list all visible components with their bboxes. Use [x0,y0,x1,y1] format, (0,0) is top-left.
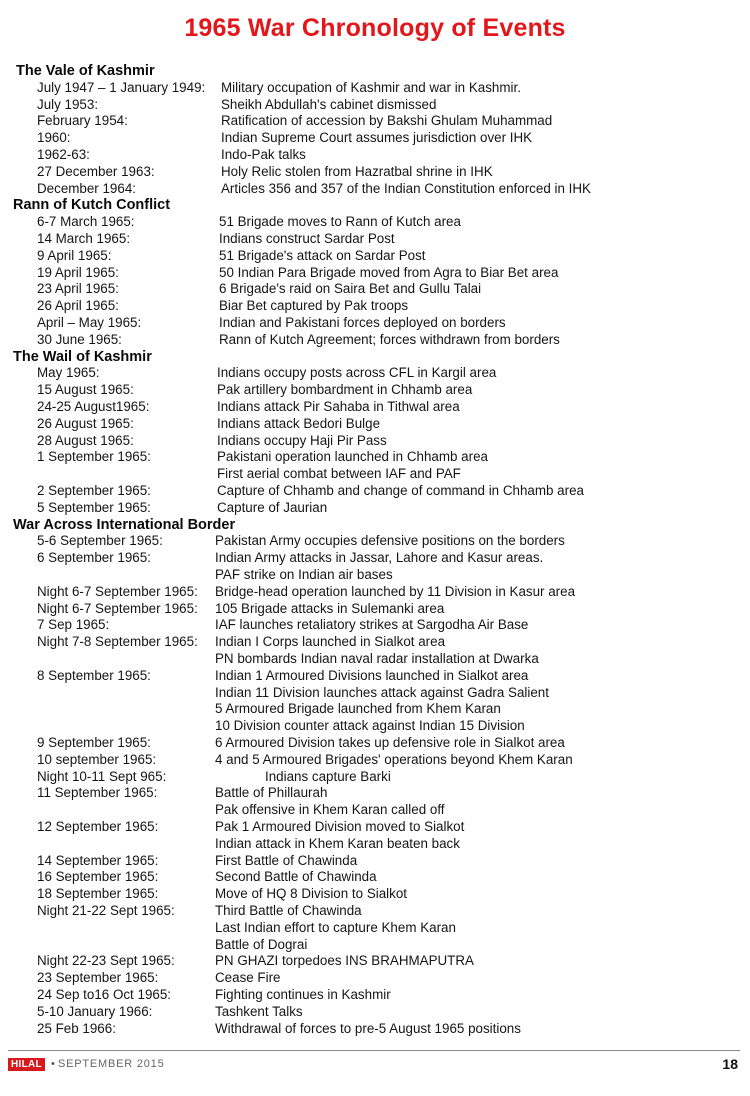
entry-date: Night 22-23 Sept 1965: [37,953,175,969]
timeline-entry [37,819,740,853]
entry-date: 16 September 1965: [37,869,159,885]
entry-event: 5 Armoured Brigade launched from Khem Karan [215,701,501,717]
timeline-entry [37,298,740,315]
entry-date: 23 April 1965: [37,281,119,297]
entry-date: 9 April 1965: [37,247,112,263]
timeline-entry [37,214,740,231]
entry-event: 4 and 5 Armoured Brigades' operations beyond Khem Karan [215,751,573,767]
entry-event: PN GHAZI torpedoes INS BRAHMAPUTRA [215,953,474,969]
entry-date: 6-7 March 1965: [37,214,135,230]
timeline-entry [37,500,740,517]
footer-publication [8,1058,165,1071]
timeline-entry [37,248,740,265]
timeline-entry [37,231,740,248]
entry-event: Pak offensive in Khem Karan called off [215,802,445,818]
entry-date: 6 September 1965: [37,550,151,566]
entry-event: Pakistani operation launched in Chhamb area [217,449,488,465]
timeline-entry [37,281,740,298]
timeline-entry [37,601,740,618]
entry-date: 1 September 1965: [37,449,151,465]
entry-date: Night 10-11 Sept 965: [37,768,167,784]
entry-date: December 1964: [37,180,136,196]
entry-event: Battle of Phillaurah [215,785,328,801]
entry-date: Night 6-7 September 1965: [37,583,198,599]
entry-date: 26 August 1965: [37,415,134,431]
entry-event: Battle of Dograi [215,936,308,952]
timeline-entry [37,853,740,870]
timeline-entry [37,399,740,416]
entry-date: 30 June 1965: [37,331,122,347]
entry-event: Indian and Pakistani forces deployed on borders [219,315,506,330]
entry-date: 19 April 1965: [37,264,119,280]
entry-event: Fighting continues in Kashmir [215,987,391,1002]
timeline-entry [37,181,740,198]
entry-event: Indian attack in Khem Karan beaten back [215,835,460,851]
timeline-entry [37,80,740,97]
magazine-logo: HILAL [8,1058,45,1071]
entry-event: Capture of Jaurian [217,499,328,515]
timeline-entry [37,886,740,903]
entry-date: 8 September 1965: [37,667,151,683]
page-number: 18 [722,1056,738,1072]
timeline-entry [37,332,740,349]
entry-event: Bridge-head operation launched by 11 Division in Kasur area [215,583,576,599]
entry-event: Pak 1 Armoured Division moved to Sialkot [215,819,465,834]
entry-date: 24-25 August1965: [37,399,150,414]
timeline-entry [37,584,740,601]
timeline-entry [37,869,740,886]
timeline-entry [37,449,740,483]
entry-event: Pakistan Army occupies defensive positions on the borders [215,533,565,549]
timeline-entry [37,130,740,147]
entry-event: Articles 356 and 357 of the Indian Constitution enforced in IHK [221,180,591,196]
timeline-entry [37,533,740,550]
entry-date: 25 Feb 1966: [37,1020,116,1036]
entry-date: 1960: [37,130,71,146]
entry-event: Rann of Kutch Agreement; forces withdrawn from borders [219,331,560,347]
entry-event: Military occupation of Kashmir and war in Kashmir. [221,79,521,95]
timeline-entry [37,735,740,752]
entry-date: July 1947 – 1 January 1949: [37,79,206,95]
entry-date: 27 December 1963: [37,163,155,179]
timeline-entry [37,382,740,399]
timeline-entry [37,617,740,634]
entry-event: 10 Division counter attack against Indian 15 Division [215,718,525,734]
timeline-entry [37,433,740,450]
entry-event: Indian 1 Armoured Divisions launched in Sialkot area [215,667,529,683]
timeline-entry [37,1004,740,1021]
entry-event: Sheikh Abdullah's cabinet dismissed [221,96,437,112]
timeline-entry [37,550,740,584]
entry-date: 12 September 1965: [37,819,159,834]
entry-event: 105 Brigade attacks in Sulemanki area [215,600,445,616]
entry-event: Indians construct Sardar Post [219,231,395,246]
entry-date: 9 September 1965: [37,735,151,750]
entry-date: Night 7-8 September 1965: [37,634,198,650]
entry-date: 5 September 1965: [37,499,151,515]
issue-date: SEPTEMBER 2015 [57,1058,165,1070]
entry-event: Move of HQ 8 Division to Sialkot [215,886,408,902]
entry-event: First Battle of Chawinda [215,852,358,868]
timeline-entry [37,634,740,668]
entry-date: April – May 1965: [37,315,142,330]
entry-event: Indian Army attacks in Jassar, Lahore and Kasur areas. [215,550,544,566]
footer-divider [8,1050,740,1051]
entry-event: Cease Fire [215,970,281,986]
entry-date: 7 Sep 1965: [37,617,110,633]
entry-event: Withdrawal of forces to pre-5 August 1965 positions [215,1020,521,1036]
entry-date: May 1965: [37,365,100,381]
entry-event: Indians attack Pir Sahaba in Tithwal area [217,399,460,414]
entry-event: 51 Brigade's attack on Sardar Post [219,247,426,263]
entry-date: 26 April 1965: [37,298,119,314]
entry-date: 23 September 1965: [37,970,159,986]
entry-date: 5-10 January 1966: [37,1003,153,1019]
entry-event: Pak artillery bombardment in Chhamb area [217,382,473,398]
timeline-entry [37,987,740,1004]
entry-event: Holy Relic stolen from Hazratbal shrine in IHK [221,163,493,179]
entry-date: 14 March 1965: [37,231,131,246]
timeline-entry [37,315,740,332]
entry-date: 11 September 1965: [37,785,158,801]
entry-event: 51 Brigade moves to Rann of Kutch area [219,214,461,230]
entry-event: Indians attack Bedori Bulge [217,415,381,431]
entry-date: February 1954: [37,113,128,129]
entry-event: Tashkent Talks [215,1003,303,1019]
entry-event: IAF launches retaliatory strikes at Sargodha Air Base [215,617,529,633]
timeline-entry [37,769,740,786]
entry-event: Indians capture Barki [265,768,391,784]
timeline-entry [37,483,740,500]
section-heading: War Across International Border [13,516,236,533]
entry-date: 5-6 September 1965: [37,533,163,549]
entry-event: 6 Brigade's raid on Saira Bet and Gullu Talai [219,281,482,297]
timeline-entry [37,265,740,282]
section-heading: The Wail of Kashmir [13,348,152,365]
timeline-entry [37,903,740,953]
timeline-entry [37,970,740,987]
timeline-entry [37,365,740,382]
entry-date: Night 21-22 Sept 1965: [37,903,175,918]
entry-event: Indian I Corps launched in Sialkot area [215,634,446,650]
entry-event: 50 Indian Para Brigade moved from Agra to Biar Bet area [219,264,559,280]
section-heading: The Vale of Kashmir [16,63,155,79]
entry-date: 1962-63: [37,147,90,162]
entry-event: Indians occupy Haji Pir Pass [217,432,387,448]
entry-date: 10 september 1965: [37,751,157,767]
entry-date: 18 September 1965: [37,886,159,902]
entry-event: Biar Bet captured by Pak troops [219,298,409,314]
entry-date: 28 August 1965: [37,432,134,448]
entry-event: First aerial combat between IAF and PAF [217,466,461,482]
entry-event: PN bombards Indian naval radar installation at Dwarka [215,650,539,666]
timeline-entry [37,416,740,433]
entry-event: 6 Armoured Division takes up defensive role in Sialkot area [215,735,565,750]
entry-event: Indo-Pak talks [221,147,306,162]
entry-date: 24 Sep to16 Oct 1965: [37,987,172,1002]
entry-date: 15 August 1965: [37,382,134,398]
footer-separator: • [51,1058,55,1070]
timeline-entry [37,113,740,130]
entry-date: Night 6-7 September 1965: [37,600,198,616]
entry-event: Last Indian effort to capture Khem Karan [215,919,456,935]
entry-event: Indians occupy posts across CFL in Kargil area [217,365,497,381]
timeline-entry [37,752,740,769]
entry-date: 14 September 1965: [37,852,159,868]
page-title: 1965 War Chronology of Events [184,14,566,42]
timeline-entry [37,1021,740,1038]
entry-event: Third Battle of Chawinda [215,903,362,918]
timeline-entry [37,164,740,181]
entry-date: 2 September 1965: [37,483,151,498]
entry-event: PAF strike on Indian air bases [215,566,393,582]
entry-event: Indian 11 Division launches attack against Gadra Salient [215,684,549,700]
timeline-entry [37,785,740,819]
entry-event: Ratification of accession by Bakshi Ghulam Muhammad [221,113,553,129]
section-heading: Rann of Kutch Conflict [13,197,171,214]
timeline-entry [37,953,740,970]
timeline-entry [37,147,740,164]
entry-event: Indian Supreme Court assumes jurisdiction over IHK [221,130,533,146]
entry-date: July 1953: [37,96,99,112]
timeline-entry [37,97,740,114]
timeline-entry [37,668,740,735]
entry-event: Capture of Chhamb and change of command in Chhamb area [217,483,584,498]
entry-event: Second Battle of Chawinda [215,869,377,885]
